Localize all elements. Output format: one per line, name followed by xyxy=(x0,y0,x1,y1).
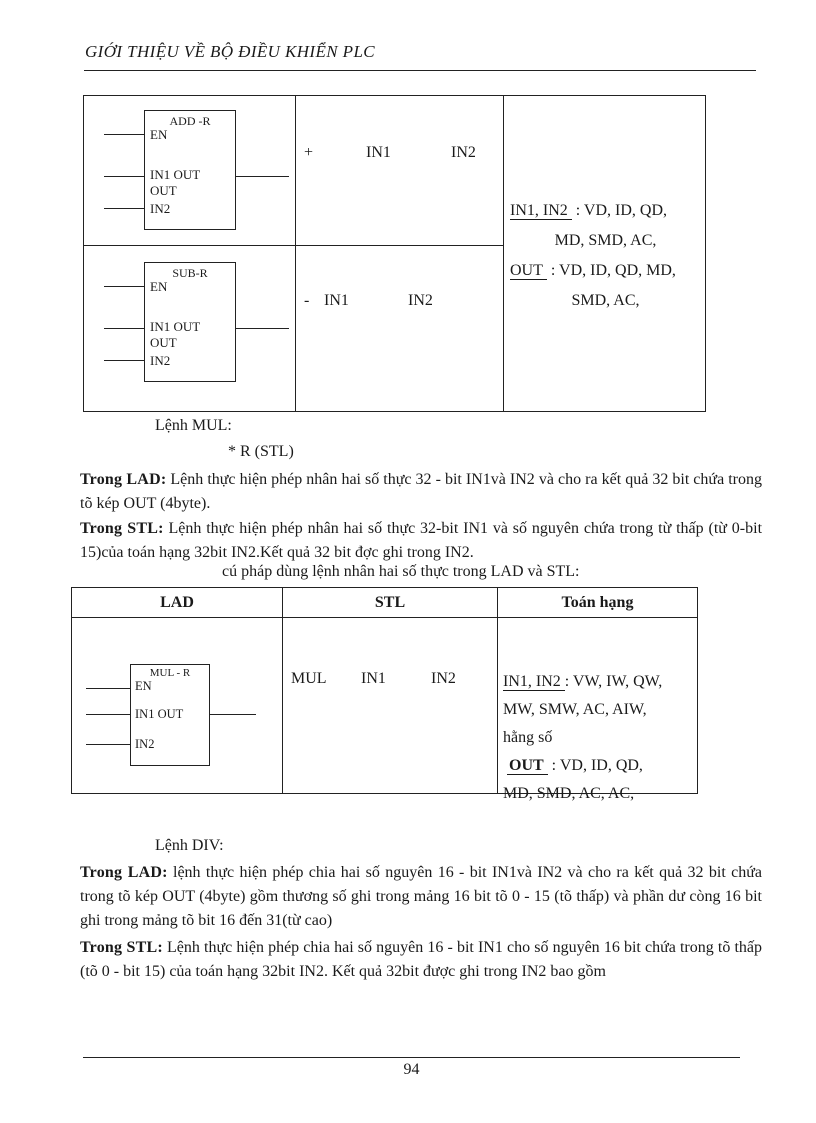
mul-lad-label: Trong LAD: xyxy=(80,471,167,488)
stl-operator: + xyxy=(304,144,314,161)
add-sub-instruction-table xyxy=(83,95,706,412)
div-command-heading: Lệnh DIV: xyxy=(155,837,224,854)
in2-label: IN2 xyxy=(135,737,155,751)
lad-output-rail xyxy=(208,714,256,715)
operand-text: SMD, AC, xyxy=(571,292,640,309)
lad-input-rail xyxy=(86,744,130,745)
mul-lad-text: Lệnh thực hiện phép nhân hai số thực 32 - bit IN1và IN2 và cho ra kết quả 32 bit chứa trong tõ kép OUT (4byte). xyxy=(80,471,762,512)
mul-block-box xyxy=(130,664,210,766)
div-lad-text: lệnh thực hiện phép chia hai số nguyên 16 - bit IN1và IN2 và cho ra kết quả 32 bit chứa trong tõ kép OUT (4byte) gồm thương số ghi trong mảng 16 bit tõ 0 - 15 (tõ thấp) và phần dư còng 16 bit ghi trong mảng tõ bit 16 đến 31(từ cao) xyxy=(80,864,762,929)
en-label: EN xyxy=(150,127,168,142)
operand-line xyxy=(503,752,693,780)
operand-text: MW, SMW, AC, AIW, xyxy=(503,701,647,718)
operand-line xyxy=(503,724,693,752)
footer-divider xyxy=(83,1057,740,1058)
div-stl-text: Lệnh thực hiện phép chia hai số nguyên 16 - bit IN1 cho số nguyên 16 bit chứa trong tõ thấp (tõ 0 - bit 15) của toán hạng 32bit IN2. Kết quả 32bit được ghi trong IN2 bao gồm xyxy=(80,939,763,980)
in1-out-label: IN1 OUT xyxy=(135,707,184,721)
in1-out-label: IN1 OUT xyxy=(150,319,201,334)
page-number: 94 xyxy=(403,1061,420,1078)
en-label: EN xyxy=(150,279,168,294)
operand-line xyxy=(510,256,701,286)
operand-line xyxy=(503,780,693,808)
stl-arg2: IN2 xyxy=(451,144,476,161)
table-header-lad: LAD xyxy=(72,588,283,618)
table-header-operand: Toán hạng xyxy=(498,588,697,618)
in2-label: IN2 xyxy=(150,201,171,216)
add-block-title: ADD -R xyxy=(169,114,211,128)
page-header-title: GIỚI THIỆU VỀ BỘ ĐIỀU KHIỂN PLC xyxy=(85,42,376,61)
sub-block-title: SUB-R xyxy=(172,266,208,280)
operand-text: MD, SMD, AC, xyxy=(554,232,657,249)
operand-line xyxy=(503,668,693,696)
lad-output-rail xyxy=(234,176,289,177)
operand-text: : VD, ID, QD, xyxy=(571,202,668,219)
lad-input-rail xyxy=(104,360,144,361)
mul-stl-text: Lệnh thực hiện phép nhân hai số thực 32-bit IN1 và số nguyên chứa trong từ thấp (từ 0-bit 15)của toán hạng 32bit IN2.Kết quả 32 bit đợc ghi trong IN2. xyxy=(80,520,763,561)
operand-text: : VW, IW, QW, xyxy=(564,673,663,690)
sub-lad-cell xyxy=(84,246,296,411)
lad-output-rail xyxy=(234,328,289,329)
in1-out-label: IN1 OUT xyxy=(150,167,201,182)
sub-stl-cell xyxy=(296,246,504,411)
operand-text: : VD, ID, QD, MD, xyxy=(546,262,676,279)
mul-lad-cell xyxy=(72,618,283,793)
mul-lad-paragraph xyxy=(80,468,762,516)
stl-arg2: IN2 xyxy=(431,670,456,687)
stl-arg1: IN1 xyxy=(366,144,391,161)
add-stl-cell xyxy=(296,96,504,246)
mul-syntax-note: cú pháp dùng lệnh nhân hai số thực trong LAD và STL: xyxy=(222,563,580,580)
div-stl-paragraph xyxy=(80,936,762,984)
operand-text: hằng số xyxy=(503,729,553,746)
lad-input-rail xyxy=(86,688,130,689)
stl-arg2: IN2 xyxy=(408,292,433,309)
table-header-stl: STL xyxy=(283,588,498,618)
operand-line xyxy=(503,696,693,724)
operand-label: IN1, IN2 xyxy=(503,673,565,691)
mul-stl-cell xyxy=(283,618,498,793)
mul-stl-label: Trong STL: xyxy=(80,520,164,537)
operand-line xyxy=(510,286,701,316)
stl-arg1: IN1 xyxy=(324,292,349,309)
lad-input-rail xyxy=(104,208,144,209)
stl-operator: - xyxy=(304,292,310,309)
lad-input-rail xyxy=(104,134,144,135)
header-divider xyxy=(84,70,756,71)
stl-arg1: IN1 xyxy=(361,670,386,687)
operand-text: MD, SMD, AC, AC, xyxy=(503,785,635,802)
lad-input-rail xyxy=(104,176,144,177)
operand-line xyxy=(510,226,701,256)
mul-instruction-table xyxy=(71,587,698,802)
mul-command-heading: Lệnh MUL: xyxy=(155,417,232,434)
operand-label: IN1, IN2 xyxy=(510,202,572,220)
div-stl-label: Trong STL: xyxy=(80,939,163,956)
en-label: EN xyxy=(135,679,152,693)
add-lad-cell xyxy=(84,96,296,246)
div-lad-paragraph xyxy=(80,861,762,933)
sub-block-box xyxy=(144,262,236,382)
div-lad-label: Trong LAD: xyxy=(80,864,168,881)
operand-label: OUT xyxy=(507,757,548,775)
lad-input-rail xyxy=(104,286,144,287)
mul-operands-cell xyxy=(498,618,697,802)
operand-text: : VD, ID, QD, xyxy=(547,757,643,774)
clipped-out-label: OUT xyxy=(150,183,177,198)
operand-line xyxy=(510,196,701,226)
clipped-out-label: OUT xyxy=(150,335,177,350)
mul-stl-paragraph xyxy=(80,517,762,565)
lad-input-rail xyxy=(104,328,144,329)
lad-input-rail xyxy=(86,714,130,715)
mul-stl-syntax: * R (STL) xyxy=(228,443,294,460)
add-sub-operands-cell xyxy=(504,96,705,411)
stl-operator: MUL xyxy=(291,670,327,687)
mul-block-title: MUL - R xyxy=(149,667,191,679)
add-block-box xyxy=(144,110,236,230)
operand-label: OUT xyxy=(510,262,547,280)
in2-label: IN2 xyxy=(150,353,171,368)
